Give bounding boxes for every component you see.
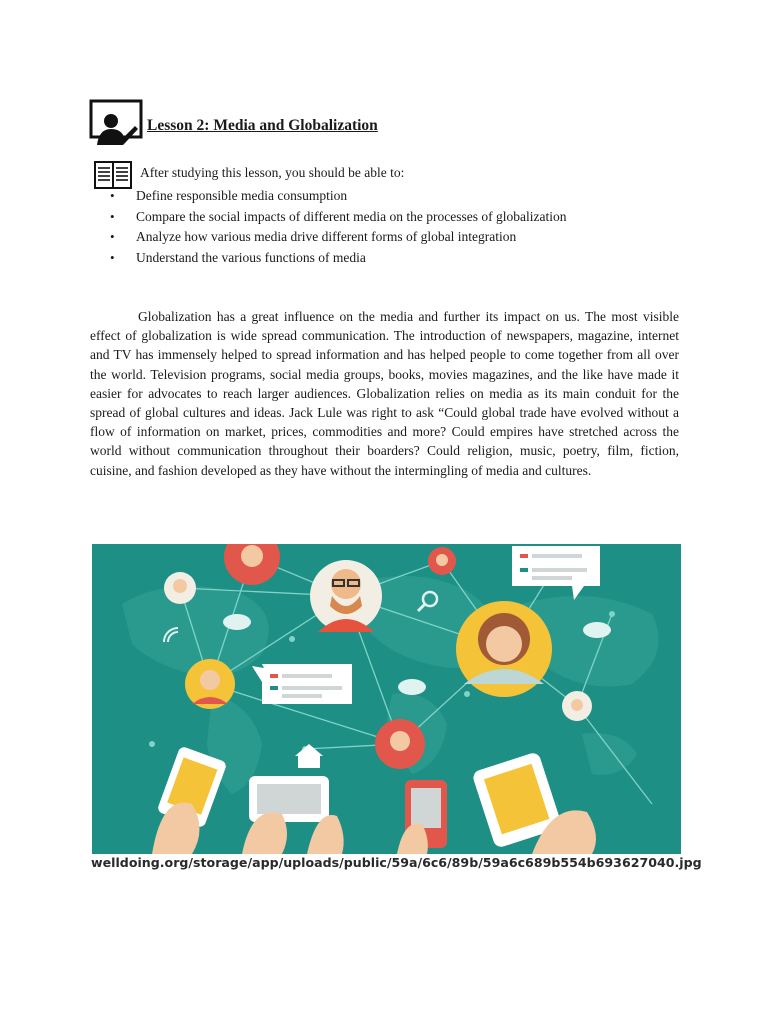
body-paragraph: Globalization has a great influence on the media and further its impact on us. The most visible effect of globalization is wide spread communication. The introduction of newspapers, magazine, internet and TV has immensely helped to spread information and has helped people to come together from all over the world. Television programs, social media groups, books, movies magazines, and the like have made it easier for advocates to reach larger audiences. Globalization relies on media as its main conduit for the spread of global cultures and ideas. Jack Lule was right to ask “Could global trade have evolved without a flow of information on market, prices, commodities and more? Could empires have stretched across the world without communication throughout their boarders? Could religion, music, poetry, film, fiction, cuisine, and fashion developed as they have without the intermingling of media and cultures. <box>90 309 679 478</box>
objective-item: • Understand the various functions of media <box>110 248 567 269</box>
objectives-intro: After studying this lesson, you should be able to: <box>140 165 405 180</box>
objective-item: • Compare the social impacts of different media on the processes of globalization <box>110 207 567 228</box>
objective-item: • Analyze how various media drive different forms of global integration <box>110 227 567 248</box>
objectives-list <box>110 186 567 269</box>
image-source-caption: welldoing.org/storage/app/uploads/public/59a/6c6/89b/59a6c689b554b693627040.jpg <box>91 855 702 870</box>
global-network-illustration <box>92 544 681 854</box>
objective-item: • Define responsible media consumption <box>110 186 567 207</box>
lesson-title: Lesson 2: Media and Globalization <box>147 117 378 134</box>
open-book-icon <box>94 161 132 189</box>
teacher-board-icon <box>89 99 143 145</box>
